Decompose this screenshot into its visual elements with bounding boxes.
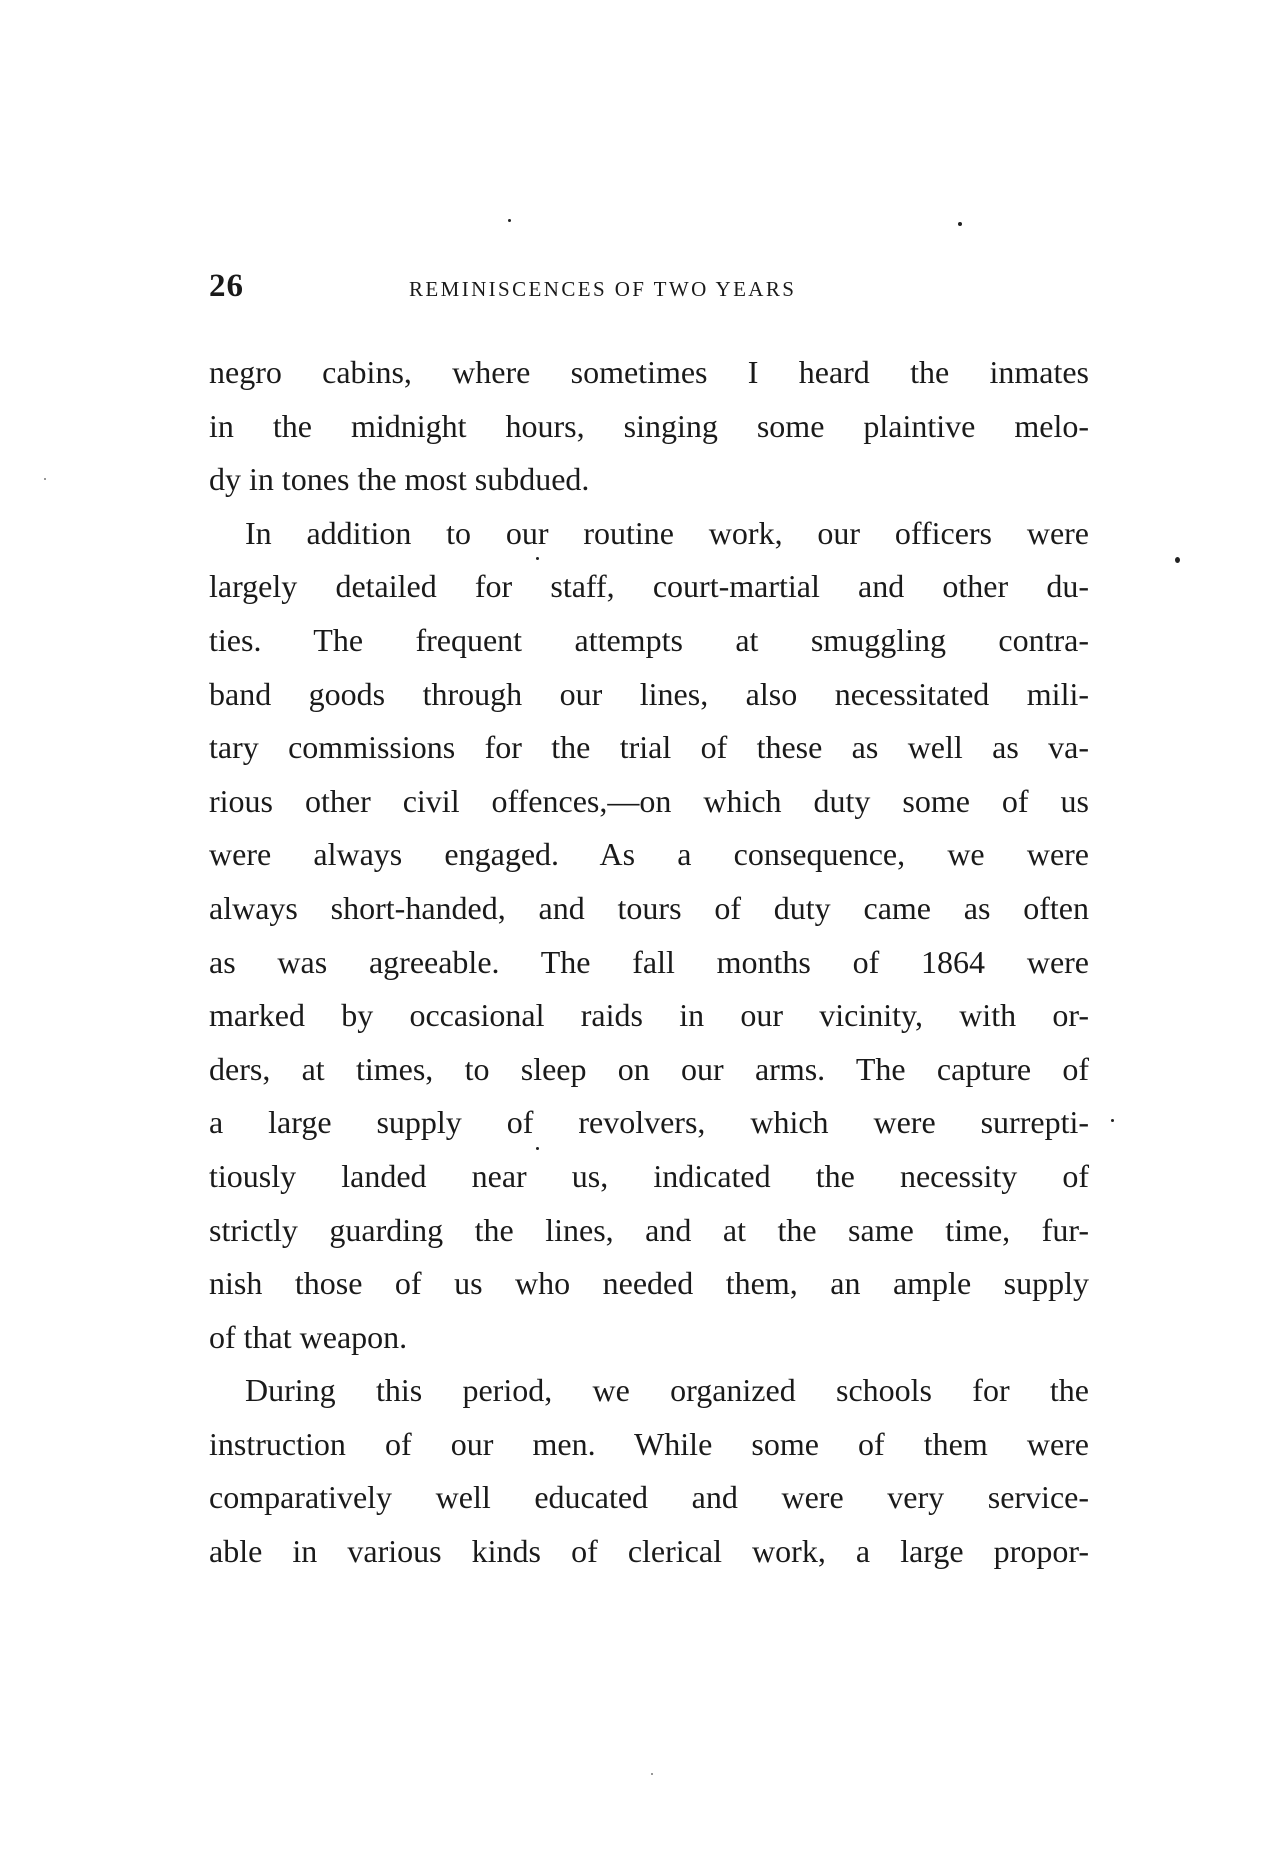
text-line: rious other civil offences,—on which duty some of us [209,782,1089,819]
paragraph-start-line: During this period, we organized schools for the [245,1372,1089,1409]
text-line: comparatively well educated and were very service- [209,1479,1089,1516]
text-line: as was agreeable. The fall months of 1864 were [209,943,1089,980]
scan-speck [508,219,511,222]
text-line: ders, at times, to sleep on our arms. The capture of [209,1050,1089,1087]
text-line: of that weapon. [209,1318,408,1355]
text-line: instruction of our men. While some of them were [209,1425,1089,1462]
scan-speck [44,478,46,480]
text-line: tiously landed near us, indicated the necessity of [209,1157,1089,1194]
text-line: always short-handed, and tours of duty came as often [209,889,1089,926]
scan-speck [536,1147,539,1150]
text-line: a large supply of revolvers, which were surrepti- [209,1104,1089,1141]
scan-speck [1111,1119,1114,1122]
scan-speck [1175,557,1180,563]
text-line: negro cabins, where sometimes I heard the inmates [209,354,1089,390]
text-line: were always engaged. As a consequence, we were [209,836,1089,873]
text-line: band goods through our lines, also necessitated mili- [209,675,1089,712]
text-line: tary commissions for the trial of these as well as va- [209,729,1089,766]
scan-speck [958,222,962,226]
body-text [209,346,1089,1579]
text-line: strictly guarding the lines, and at the same time, fur- [209,1211,1089,1248]
running-head: REMINISCENCES OF TWO YEARS [409,277,797,301]
page-number: 26 [209,268,244,304]
scan-speck [536,557,539,560]
text-line: able in various kinds of clerical work, a large propor- [209,1533,1089,1570]
text-line: nish those of us who needed them, an ample supply [209,1265,1089,1302]
scan-speck [651,1773,653,1775]
text-line: in the midnight hours, singing some plaintive melo- [209,407,1089,444]
text-line: marked by occasional raids in our vicinity, with or- [209,997,1089,1034]
paragraph-start-line: In addition to our routine work, our officers were [245,514,1089,551]
text-line: ties. The frequent attempts at smuggling contra- [209,621,1089,658]
page-header [209,268,1089,308]
text-line: largely detailed for staff, court-martial and other du- [209,568,1089,605]
text-line: dy in tones the most subdued. [209,461,590,498]
